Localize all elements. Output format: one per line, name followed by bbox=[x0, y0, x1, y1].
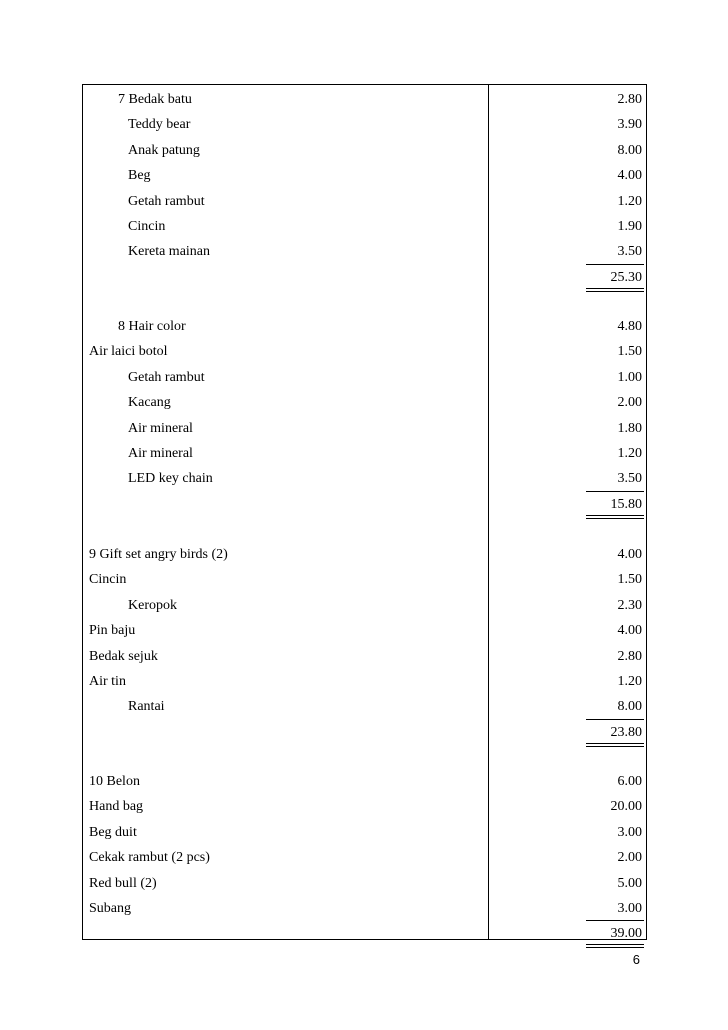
item-amount: 5.00 bbox=[617, 875, 642, 891]
total-double-rule-bottom bbox=[586, 746, 644, 747]
table-row bbox=[83, 214, 648, 239]
item-description: 9 Gift set angry birds (2) bbox=[89, 547, 228, 562]
item-description: Kacang bbox=[128, 395, 171, 411]
item-amount: 1.90 bbox=[617, 219, 642, 234]
item-amount: 2.00 bbox=[617, 850, 642, 866]
total-row bbox=[83, 492, 648, 517]
item-description: Anak patung bbox=[128, 142, 200, 158]
table-row bbox=[83, 112, 648, 137]
table-row bbox=[83, 871, 648, 896]
table-row bbox=[83, 87, 648, 112]
item-amount: 8.00 bbox=[617, 142, 642, 158]
item-description: Cincin bbox=[89, 572, 127, 588]
table-row bbox=[83, 644, 648, 669]
expense-table bbox=[82, 84, 647, 940]
item-amount: 3.50 bbox=[617, 471, 642, 487]
total-double-rule-bottom bbox=[586, 518, 644, 519]
section-total: 15.80 bbox=[610, 496, 642, 512]
item-amount: 2.30 bbox=[617, 597, 642, 613]
table-row bbox=[83, 845, 648, 870]
item-amount: 2.80 bbox=[617, 92, 642, 107]
item-description: 10 Belon bbox=[89, 774, 140, 789]
item-description: LED key chain bbox=[128, 471, 213, 487]
section-total: 23.80 bbox=[610, 724, 642, 740]
table-row bbox=[83, 820, 648, 845]
total-double-rule-bottom bbox=[586, 291, 644, 292]
item-description: Red bull (2) bbox=[89, 875, 157, 891]
table-row bbox=[83, 390, 648, 415]
item-description: Getah rambut bbox=[128, 193, 205, 209]
table-row bbox=[83, 138, 648, 163]
item-description: Cekak rambut (2 pcs) bbox=[89, 850, 210, 866]
item-description: Air tin bbox=[89, 674, 126, 689]
table-row bbox=[83, 794, 648, 819]
total-row bbox=[83, 720, 648, 745]
table-row bbox=[83, 593, 648, 618]
item-description: Subang bbox=[89, 901, 131, 916]
item-amount: 4.00 bbox=[617, 168, 642, 184]
item-amount: 1.20 bbox=[617, 446, 642, 461]
item-description: Rantai bbox=[128, 699, 165, 715]
item-description: 8 Hair color bbox=[118, 319, 186, 334]
table-row bbox=[83, 694, 648, 719]
table-row bbox=[83, 618, 648, 643]
total-double-rule-top bbox=[586, 944, 644, 945]
table-row bbox=[83, 365, 648, 390]
item-description: Beg bbox=[128, 168, 151, 184]
item-description: Air laici botol bbox=[89, 344, 168, 360]
total-double-rule-top bbox=[586, 743, 644, 744]
item-amount: 3.00 bbox=[617, 824, 642, 840]
table-row bbox=[83, 567, 648, 592]
item-description: Kereta mainan bbox=[128, 244, 211, 260]
item-amount: 4.00 bbox=[617, 623, 642, 639]
total-double-rule-bottom bbox=[586, 947, 644, 948]
item-amount: 4.80 bbox=[617, 319, 642, 334]
item-amount: 1.50 bbox=[617, 344, 642, 360]
total-double-rule-top bbox=[586, 288, 644, 289]
table-row bbox=[83, 163, 648, 188]
item-amount: 6.00 bbox=[617, 774, 642, 789]
table-row bbox=[83, 466, 648, 491]
total-row bbox=[83, 265, 648, 290]
item-amount: 1.50 bbox=[617, 572, 642, 588]
item-description: Pin baju bbox=[89, 623, 136, 639]
item-description: Cincin bbox=[128, 219, 166, 234]
item-description: 7 Bedak batu bbox=[118, 92, 192, 107]
table-row bbox=[83, 339, 648, 364]
table-row bbox=[83, 669, 648, 694]
item-description: Teddy bear bbox=[128, 117, 191, 133]
table-row bbox=[83, 239, 648, 264]
total-row bbox=[83, 921, 648, 946]
table-row bbox=[83, 896, 648, 921]
total-double-rule-top bbox=[586, 515, 644, 516]
table-row bbox=[83, 189, 648, 214]
item-description: Keropok bbox=[128, 597, 177, 613]
table-row bbox=[83, 769, 648, 794]
section-total: 25.30 bbox=[610, 269, 642, 285]
item-amount: 3.90 bbox=[617, 117, 642, 133]
item-description: Bedak sejuk bbox=[89, 648, 158, 664]
item-description: Hand bag bbox=[89, 799, 144, 815]
item-amount: 1.20 bbox=[617, 193, 642, 209]
item-amount: 20.00 bbox=[610, 799, 642, 815]
table-row bbox=[83, 542, 648, 567]
table-row bbox=[83, 441, 648, 466]
item-amount: 2.00 bbox=[617, 395, 642, 411]
item-amount: 2.80 bbox=[617, 648, 642, 664]
item-amount: 4.00 bbox=[617, 547, 642, 562]
item-amount: 1.20 bbox=[617, 674, 642, 689]
item-description: Getah rambut bbox=[128, 369, 205, 385]
item-amount: 3.50 bbox=[617, 244, 642, 260]
section-total: 39.00 bbox=[610, 926, 642, 942]
item-amount: 8.00 bbox=[617, 699, 642, 715]
table-row bbox=[83, 416, 648, 441]
item-description: Air mineral bbox=[128, 420, 193, 436]
item-amount: 1.80 bbox=[617, 420, 642, 436]
item-amount: 1.00 bbox=[617, 369, 642, 385]
page-number: 6 bbox=[632, 952, 640, 967]
item-description: Air mineral bbox=[128, 446, 193, 461]
table-row bbox=[83, 314, 648, 339]
item-description: Beg duit bbox=[89, 824, 137, 840]
item-amount: 3.00 bbox=[617, 901, 642, 916]
